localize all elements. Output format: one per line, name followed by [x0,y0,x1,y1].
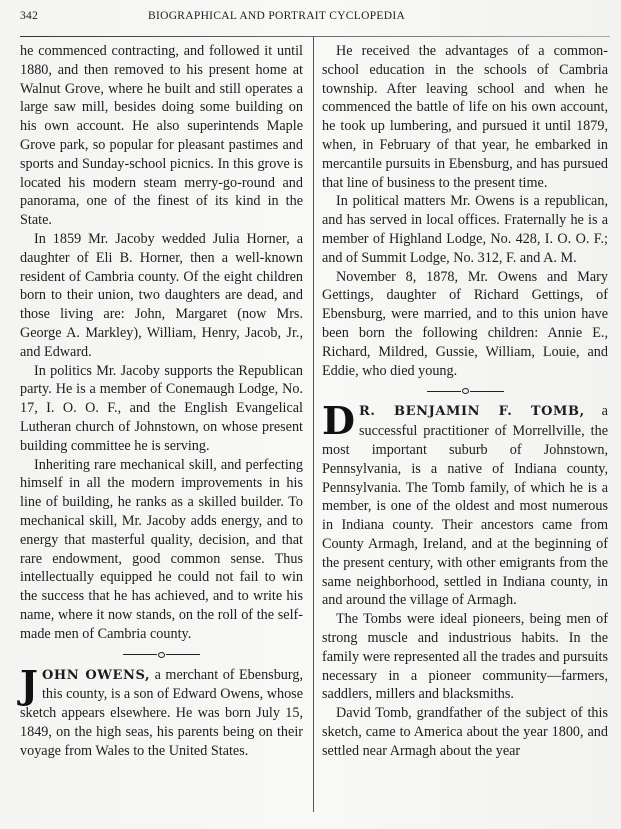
paragraph: In politics Mr. Jacoby supports the Republican party. He is a member of Conemaugh Lodge, No. 17, I. O. O. F., and the English Evangelical Lutheran church of Johnstown, on whose present building committee he is serving. [20,362,303,454]
drop-cap: D [322,398,355,444]
biography-owens [20,661,303,761]
paragraph: November 8, 1878, Mr. Owens and Mary Gettings, daughter of Richard Gettings, of Ebensburg, were married, and to this union have been born the following children: Annie E., Richard, Mildred, Gussie, William, Louie, and Eddie, who died young. [322,268,608,379]
biography-tomb [322,398,608,610]
header-rule [20,36,610,37]
section-separator [322,382,608,400]
paragraph: The Tombs were ideal pioneers, being men of strong muscle and industrious habits. In the family were represented all the trades and pursuits necessary in a pioneer community—farmers, saddlers, millers and blacksmiths. [322,611,608,703]
paragraph: David Tomb, grandfather of the subject of this sketch, came to America about the year 1800, and settled near Armagh about the year [322,705,608,759]
biography-name: R. BENJAMIN F. TOMB, [358,404,585,420]
running-title: BIOGRAPHICAL AND PORTRAIT CYCLOPEDIA [148,10,406,22]
drop-cap: J [20,661,38,707]
biography-text: a successful practitioner of Morrellville, the most important suburb of Johnstown, Pennsylvania, is a native of Indiana county, Pennsylvania. The Tomb family, of which he is a member, is one of the oldest and most numerous in Indiana county. Their ancestors came from County Armagh, Ireland, and at the beginning of the present century, with other emigrants from the same neighborhood, settled in Indiana county, in and around the village of Armagh. [322,403,608,609]
biography-text: a merchant of Ebensburg, this county, is a son of Edward Owens, whose sketch appears elsewhere. He was born July 15, 1849, on the high seas, his parents being on their voyage from Wales to the United States. [20,666,303,759]
paragraph: In 1859 Mr. Jacoby wedded Julia Horner, a daughter of Eli B. Horner, then a well-known resident of Cambria county. Of the eight children born to their union, two daughters are dead, and those living are: John, Margaret (now Mrs. George A. Markley), William, Henry, Jacob, Jr., and Edward. [20,230,303,360]
page-number: 342 [20,10,39,22]
left-column [20,42,303,760]
paragraph: He received the advantages of a common-school education in the schools of Cambria township. After leaving school and when he commenced the battle of life on his own account, he took up lumbering, and pursued it until 1879, when, in February of that year, he embarked in mercantile pursuits in Ebensburg, and has pursued that line of business to the present time. [322,43,608,191]
paragraph: he commenced contracting, and followed it until 1880, and then removed to his present home at Walnut Grove, where he built and still operates a large saw mill, besides doing some building on his own account. He also superintends Maple Grove park, so popular for pleasant pastimes and sports and Sunday-school picnics. In this grove is located his modern steam merry-go-round and panorama, one of the finest of its kind in the State. [20,43,303,229]
paragraph: In political matters Mr. Owens is a republican, and has served in local offices. Fraternally he is a member of Highland Lodge, No. 428, I. O. O. F.; and of Summit Lodge, No. 312, F. and A. M. [322,193,608,266]
ornament-icon [462,388,469,394]
section-separator [20,646,303,664]
ornament-icon [158,652,165,658]
biography-name: OHN OWENS, [41,667,151,683]
running-head [20,10,610,24]
paragraph: Inheriting rare mechanical skill, and perfecting himself in all the modern improvements in his line of building, he ranks as a skilled builder. To mechanical skill, Mr. Jacoby adds energy, and to energy that masterful quality, decision, and that rare endowment, good common sense. Thus intellectually equipped he could not fail to win the success that he has achieved, and to write his name, where it now stands, on the roll of the self-made men of Cambria county. [20,456,303,642]
column-divider [313,36,314,812]
right-column [322,42,608,760]
